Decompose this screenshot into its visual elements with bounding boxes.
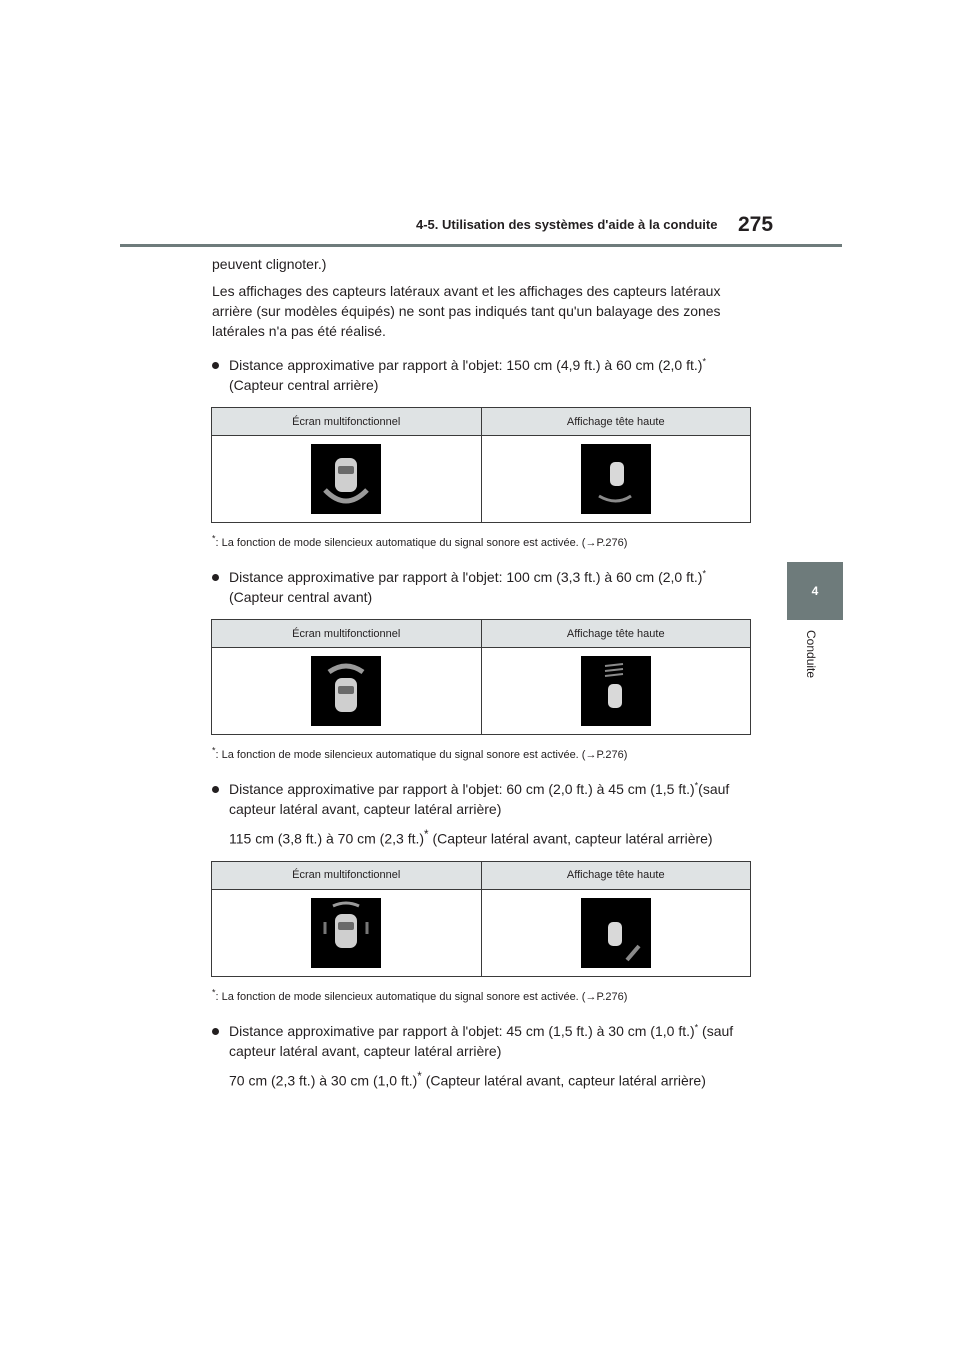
cell-hud [481, 648, 751, 735]
bullet-text: Distance approximative par rapport à l'objet: 150 cm (4,9 ft.) à 60 cm (2,0 ft.) [229, 357, 703, 373]
multi-display-image [311, 444, 381, 514]
page-number: 275 [738, 213, 774, 236]
bullet-item [212, 567, 757, 607]
hud-image [581, 898, 651, 968]
col-header-hud: Affichage tête haute [481, 861, 751, 889]
hud-image [581, 656, 651, 726]
cell-multi [212, 648, 482, 735]
hud-image [581, 444, 651, 514]
display-table [211, 861, 751, 977]
display-table [211, 619, 751, 735]
bullet-dot-icon [212, 1028, 219, 1035]
intro-line: peuvent clignoter.) [212, 256, 327, 272]
bullet-subline [212, 1067, 757, 1091]
bullet-item [212, 1021, 757, 1061]
intro-paragraph: Les affichages des capteurs latéraux avant et les affichages des capteurs latéraux arrière (sur modèles équipés) ne sont pas indiqués tant qu'un balayage des zones latérales n'a pas été réalisé. [212, 283, 721, 339]
footnote-asterisk: * [212, 745, 216, 756]
bullet-text: Distance approximative par rapport à l'objet: 60 cm (2,0 ft.) à 45 cm (1,5 ft.) [229, 781, 695, 797]
cell-hud [481, 889, 751, 976]
col-header-multi: Écran multifonctionnel [212, 408, 482, 436]
bullet-tail: (sauf capteur latéral avant, capteur latéral arrière) [229, 1022, 734, 1059]
multi-display-image [311, 656, 381, 726]
footnote [212, 745, 757, 765]
subline-tail: (Capteur latéral avant, capteur latéral arrière) [421, 1072, 706, 1089]
footnote-asterisk: * [212, 533, 216, 544]
subline-text: 70 cm (2,3 ft.) à 30 cm (1,0 ft.) [229, 1072, 418, 1089]
asterisk: * [424, 828, 429, 841]
subline-tail: (Capteur latéral avant, capteur latéral arrière) [428, 830, 713, 847]
bullet-subline [212, 825, 757, 849]
asterisk: * [694, 1022, 699, 1032]
col-header-multi: Écran multifonctionnel [212, 861, 482, 889]
asterisk: * [694, 780, 699, 791]
section-title: 4-5. Utilisation des systèmes d'aide à la conduite [416, 217, 718, 232]
page-content [212, 254, 757, 1096]
bullet-dot-icon [212, 362, 219, 369]
chapter-tab: 4 [787, 562, 843, 620]
footnote-asterisk: * [212, 987, 216, 997]
footnote [212, 987, 757, 1007]
bullet-dot-icon [212, 786, 219, 793]
display-table [211, 407, 751, 523]
footnote-text: : La fonction de mode silencieux automatique du signal sonore est activée. (→P.276) [215, 990, 628, 1003]
header-rule [120, 244, 842, 247]
col-header-hud: Affichage tête haute [481, 408, 751, 436]
bullet-text: Distance approximative par rapport à l'objet: 45 cm (1,5 ft.) à 30 cm (1,0 ft.) [229, 1022, 695, 1039]
bullet-tail: (Capteur central arrière) [229, 377, 379, 393]
bullet-item [212, 355, 757, 395]
multi-display-image [311, 898, 381, 968]
footnote-text: : La fonction de mode silencieux automatique du signal sonore est activée. (→P.276) [215, 537, 628, 549]
asterisk: * [417, 1069, 422, 1083]
bullet-dot-icon [212, 574, 219, 581]
cell-multi [212, 889, 482, 976]
cell-multi [212, 436, 482, 523]
bullet-item [212, 779, 757, 819]
col-header-multi: Écran multifonctionnel [212, 620, 482, 648]
subline-text: 115 cm (3,8 ft.) à 70 cm (2,3 ft.) [229, 830, 425, 847]
bullet-text: Distance approximative par rapport à l'objet: 100 cm (3,3 ft.) à 60 cm (2,0 ft.) [229, 569, 703, 585]
chapter-label: Conduite [804, 630, 818, 679]
page-header [0, 0, 960, 250]
asterisk: * [702, 356, 706, 367]
footnote [212, 533, 757, 553]
asterisk: * [702, 568, 706, 579]
cell-hud [481, 436, 751, 523]
footnote-text: : La fonction de mode silencieux automatique du signal sonore est activée. (→P.276) [215, 749, 628, 761]
col-header-hud: Affichage tête haute [481, 620, 751, 648]
bullet-tail: (Capteur central avant) [229, 589, 373, 605]
bullet-tail: (sauf capteur latéral avant, capteur latéral arrière) [229, 781, 730, 817]
